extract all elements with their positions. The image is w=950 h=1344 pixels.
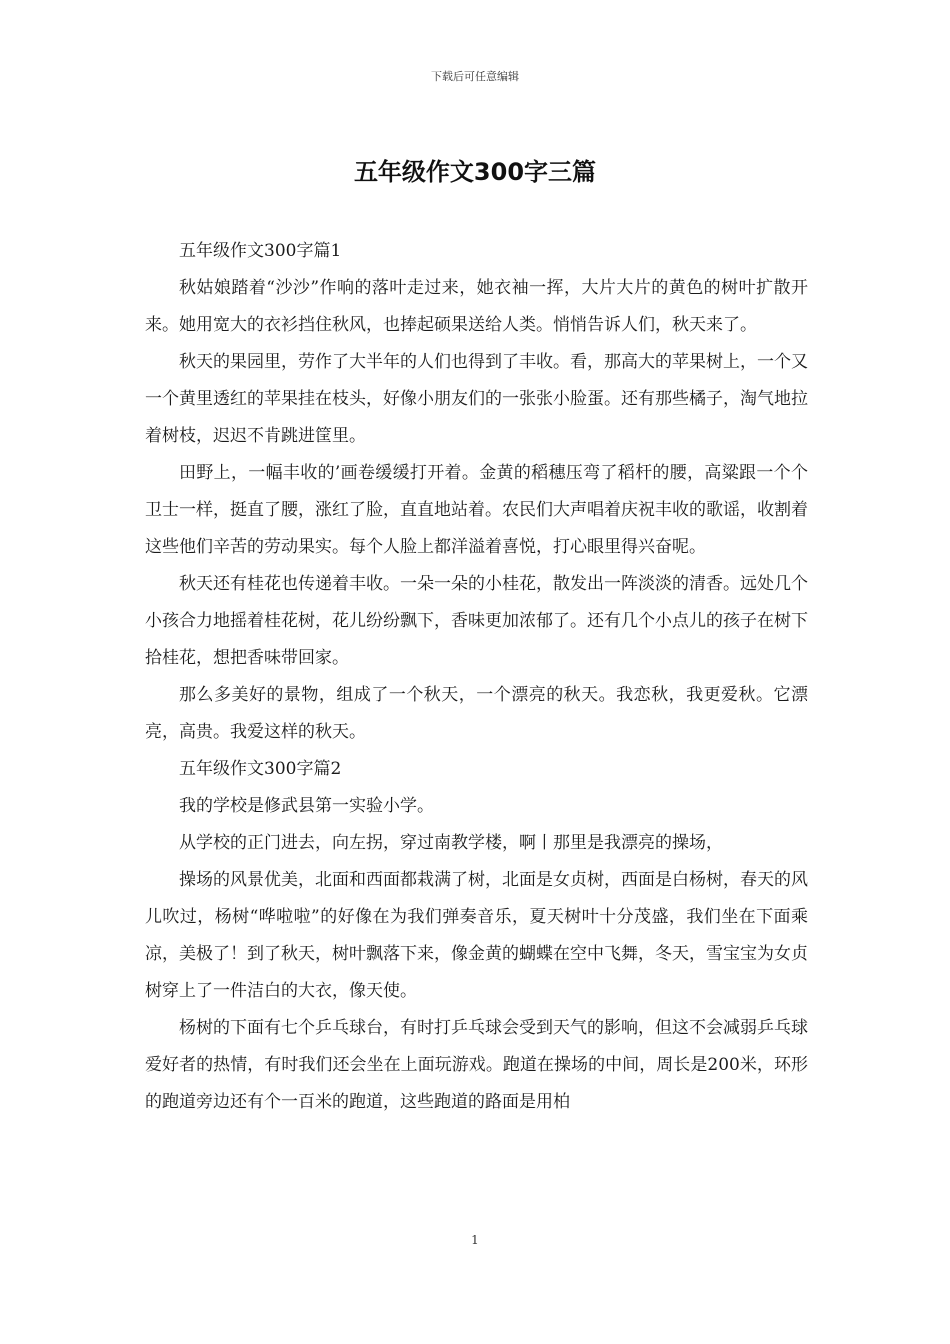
- paragraph: 秋姑娘踏着“沙沙”作响的落叶走过来，她衣袖一挥，大片大片的黄色的树叶扩散开来。她用宽大的衣衫挡住秋风，也捧起硕果送给人类。悄悄告诉人们，秋天来了。: [145, 278, 808, 335]
- document-title: 五年级作文300字三篇: [353, 158, 597, 186]
- document-body: [145, 233, 808, 1121]
- section-heading-2: 五年级作文300字篇2: [179, 759, 342, 779]
- paragraph: 秋天的果园里，劳作了大半年的人们也得到了丰收。看，那高大的苹果树上，一个又一个黄里透红的苹果挂在枝头，好像小朋友们的一张张小脸蛋。还有那些橘子，淘气地拉着树枝，迟迟不肯跳进筐里。: [145, 352, 808, 446]
- page-header-note: 下载后可任意编辑: [431, 70, 519, 83]
- paragraph: 操场的风景优美，北面和西面都栽满了树，北面是女贞树，西面是白杨树，春天的风儿吹过，杨树“哗啦啦”的好像在为我们弹奏音乐，夏天树叶十分茂盛，我们坐在下面乘凉，美极了！到了秋天，树叶飘落下来，像金黄的蝴蝶在空中飞舞，冬天，雪宝宝为女贞树穿上了一件洁白的大衣，像天使。: [145, 870, 808, 1001]
- paragraph: 杨树的下面有七个乒乓球台，有时打乒乓球会受到天气的影响，但这不会减弱乒乓球爱好者的热情，有时我们还会坐在上面玩游戏。跑道在操场的中间，周长是200米，环形的跑道旁边还有个一百米的跑道，这些跑道的路面是用柏: [145, 1018, 808, 1112]
- section-heading-1: 五年级作文300字篇1: [179, 241, 342, 261]
- paragraph: 从学校的正门进去，向左拐，穿过南教学楼，啊丨那里是我漂亮的操场，: [179, 833, 723, 853]
- paragraph: 田野上，一幅丰收的’画卷缓缓打开着。金黄的稻穗压弯了稻杆的腰，高粱跟一个个卫士一样，挺直了腰，涨红了脸，直直地站着。农民们大声唱着庆祝丰收的歌谣，收割着这些他们辛苦的劳动果实。每个人脸上都洋溢着喜悦，打心眼里得兴奋呢。: [145, 463, 808, 557]
- paragraph: 那么多美好的景物，组成了一个秋天，一个漂亮的秋天。我恋秋，我更爱秋。它漂亮，高贵。我爱这样的秋天。: [145, 685, 808, 742]
- paragraph: 秋天还有桂花也传递着丰收。一朵一朵的小桂花，散发出一阵淡淡的清香。远处几个小孩合力地摇着桂花树，花儿纷纷飘下，香味更加浓郁了。还有几个小点儿的孩子在树下拾桂花，想把香味带回家。: [145, 574, 808, 668]
- page-number: 1: [471, 1233, 479, 1247]
- paragraph: 我的学校是修武县第一实验小学。: [179, 796, 434, 816]
